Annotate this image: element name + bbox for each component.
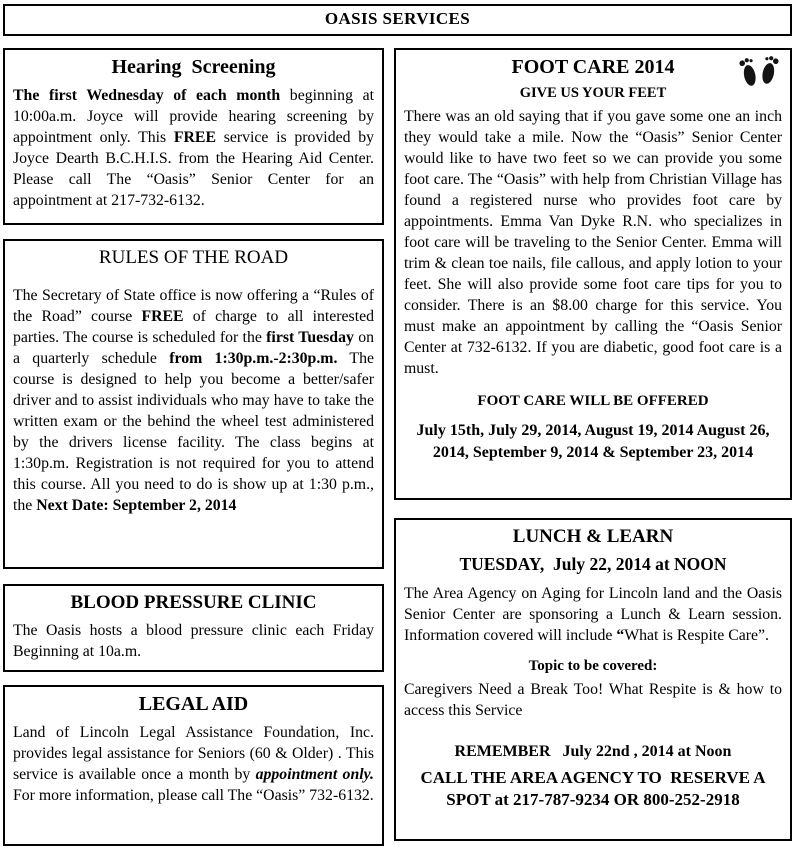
blood-pressure-clinic-body: The Oasis hosts a blood pressure clinic each Friday Beginning at 10a.m. — [13, 622, 374, 660]
text-segment: What is Respite Care”. — [624, 627, 769, 644]
lunch-and-learn-body — [404, 583, 782, 646]
footprints-icon — [738, 54, 780, 95]
legal-aid-section — [3, 685, 384, 846]
text-segment: on a quarterly schedule — [13, 329, 374, 367]
hearing-screening-body — [13, 85, 374, 211]
hearing-screening-title: Hearing Screening — [111, 56, 276, 78]
call-to-reserve-line: CALL THE AREA AGENCY TO RESERVE A SPOT at 217-787-9234 OR 800-252-2918 — [420, 768, 770, 810]
text-segment: service is provided by Joyce Dearth B.C.H.I.S. from the Hearing Aid Center. Please call The “Oasis” Senior Center for an appointment at 217-732-6132. — [13, 129, 374, 209]
foot-care-section — [394, 48, 792, 500]
lunch-and-learn-date-line: TUESDAY, July 22, 2014 at NOON — [459, 554, 727, 574]
foot-care-offered-dates: July 15th, July 29, 2014, August 19, 2014 August 26, 2014, September 9, 2014 & September 23, 2014 — [416, 422, 774, 461]
blood-pressure-clinic-section — [3, 584, 384, 672]
right-column — [394, 48, 792, 841]
page-header — [3, 4, 792, 36]
blood-pressure-clinic-title: BLOOD PRESSURE CLINIC — [70, 592, 317, 613]
rules-of-the-road-body — [13, 285, 374, 516]
foot-care-subtitle: GIVE US YOUR FEET — [519, 85, 667, 101]
topic-heading: Topic to be covered: — [528, 658, 658, 674]
foot-care-title: FOOT CARE 2014 — [511, 56, 675, 78]
text-segment: appointment only. — [255, 766, 375, 783]
text-segment: first Tuesday — [266, 329, 354, 346]
rules-of-the-road-title: RULES OF THE ROAD — [98, 247, 289, 268]
text-segment: FREE — [173, 129, 216, 146]
rules-of-the-road-section — [3, 239, 384, 569]
page-title: OASIS SERVICES — [324, 9, 471, 28]
legal-aid-title: LEGAL AID — [138, 693, 249, 715]
foot-care-body: There was an old saying that if you gave some one an inch they would take a mile. Now the “Oasis” Senior Center would like to have two feet so we can provide you some foot care. The “Oasis” with help from Christian Village has found a registered nurse who provides foot care by appointments. Emma Van Dyke R.N. who specializes in foot care will be traveling to the Senior Center. Emma will trim & clean toe nails, file callous, and apply lotion to your feet. She will also provide some foot care tips for you to consider. There is an $8.00 charge for this service. You must make an appointment by calling the “Oasis Senior Center at 732-6132. If you are diabetic, good foot care is a must. — [404, 108, 782, 377]
legal-aid-body — [13, 722, 374, 806]
text-segment: Land of Lincoln Legal Assistance Foundation, Inc. provides legal assistance for Seniors (60 & Older) . This service is available once a month by — [13, 724, 374, 783]
text-segment: For more information, please call The “Oasis” 732-6132. — [13, 787, 374, 804]
text-segment: The Area Agency on Aging for Lincoln land and the Oasis Senior Center are sponsoring a Lunch & Learn session. Information covered will include — [404, 585, 782, 644]
lunch-and-learn-section — [394, 518, 792, 841]
text-segment: “ — [616, 627, 625, 644]
text-segment: The Secretary of State office is now offering a “Rules of the Road” course — [13, 287, 374, 325]
remember-line: REMEMBER July 22nd , 2014 at Noon — [454, 743, 732, 760]
text-segment: Next Date: September 2, 2014 — [36, 497, 237, 514]
text-segment: The course is designed to help you become a better/safer driver and to assist individuals who may have to take the written exam or the behind the wheel test administered by the drivers license facility. The class begins at 1:30p.m. Registration is not required for you to attend this course. All you need to do is show up at 1:30 p.m., the — [13, 350, 374, 514]
text-segment: of charge to all interested parties. The course is scheduled for the — [13, 308, 374, 346]
topic-body: Caregivers Need a Break Too! What Respite is & how to access this Service — [404, 681, 782, 719]
left-column — [3, 48, 384, 846]
text-segment: beginning at 10:00a.m. Joyce will provide hearing screening by appointment only. This — [13, 87, 374, 146]
hearing-screening-section — [3, 48, 384, 225]
two-column-layout — [3, 48, 792, 846]
lunch-and-learn-title: LUNCH & LEARN — [512, 526, 674, 547]
text-segment: from 1:30p.m.-2:30p.m. — [169, 350, 338, 367]
text-segment: The first Wednesday of each month — [13, 87, 281, 104]
text-segment: FREE — [141, 308, 184, 325]
foot-care-offered-heading: FOOT CARE WILL BE OFFERED — [477, 393, 709, 409]
